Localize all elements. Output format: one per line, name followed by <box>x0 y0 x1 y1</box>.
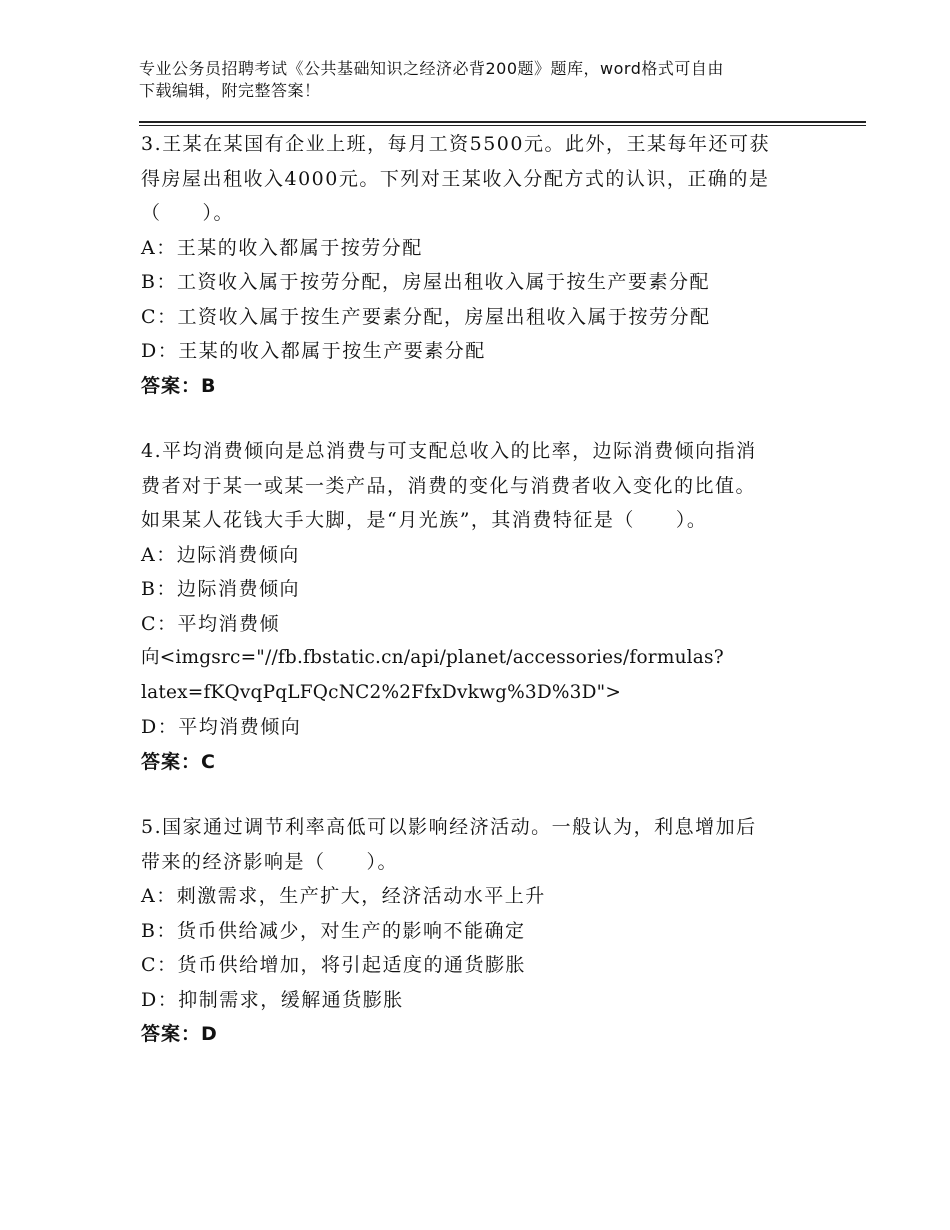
question-5 <box>141 810 821 1052</box>
answer-label: 答案：B <box>141 374 217 397</box>
option-c: C：平均消费倾 <box>141 612 281 635</box>
question-stem-line: 费者对于某一或某一类产品，消费的变化与消费者收入变化的比值。 <box>141 474 757 497</box>
option-a: A：边际消费倾向 <box>141 543 300 566</box>
header-divider <box>139 121 866 123</box>
question-stem-line: （ ）。 <box>141 202 235 224</box>
answer-label: 答案：C <box>141 750 216 773</box>
header-line-1: 专业公务员招聘考试《公共基础知识之经济必背200题》题库，word格式可自由 <box>139 59 724 78</box>
question-stem-line: 5.国家通过调节利率高低可以影响经济活动。一般认为，利息增加后 <box>141 816 757 838</box>
question-4 <box>141 434 821 779</box>
option-c-continuation: latex=fKQvqPqLFQcNC2%2FfxDvkwg%3D%3D"> <box>141 681 622 703</box>
option-d: D：王某的收入都属于按生产要素分配 <box>141 340 486 362</box>
question-stem-line: 得房屋出租收入4000元。下列对王某收入分配方式的认识，正确的是 <box>141 167 770 190</box>
option-d: D：平均消费倾向 <box>141 716 302 738</box>
question-stem-line: 如果某人花钱大手大脚，是“月光族”，其消费特征是（ ）。 <box>141 509 708 531</box>
option-b: B：货币供给减少，对生产的影响不能确定 <box>141 919 526 942</box>
answer-label: 答案：D <box>141 1023 218 1045</box>
option-c: C：工资收入属于按生产要素分配，房屋出租收入属于按劳分配 <box>141 305 711 328</box>
question-stem-line: 3.王某在某国有企业上班，每月工资5500元。此外，王某每年还可获 <box>141 133 770 155</box>
page-header <box>139 58 819 102</box>
question-3 <box>141 127 821 403</box>
option-b: B：边际消费倾向 <box>141 578 300 600</box>
option-b: B：工资收入属于按劳分配，房屋出租收入属于按生产要素分配 <box>141 271 710 293</box>
option-d: D：抑制需求，缓解通货膨胀 <box>141 988 404 1011</box>
question-stem-line: 4.平均消费倾向是总消费与可支配总收入的比率，边际消费倾向指消 <box>141 440 757 462</box>
option-a: A：刺激需求，生产扩大，经济活动水平上升 <box>141 885 546 907</box>
option-c-continuation: 向<imgsrc="//fb.fbstatic.cn/api/planet/accessories/formulas? <box>141 647 724 668</box>
question-stem-line: 带来的经济影响是（ ）。 <box>141 850 399 873</box>
option-c: C：货币供给增加，将引起适度的通货膨胀 <box>141 954 527 976</box>
header-divider-thin <box>139 125 866 126</box>
header-line-2: 下载编辑，附完整答案！ <box>139 81 321 100</box>
option-a: A：王某的收入都属于按劳分配 <box>141 236 423 259</box>
